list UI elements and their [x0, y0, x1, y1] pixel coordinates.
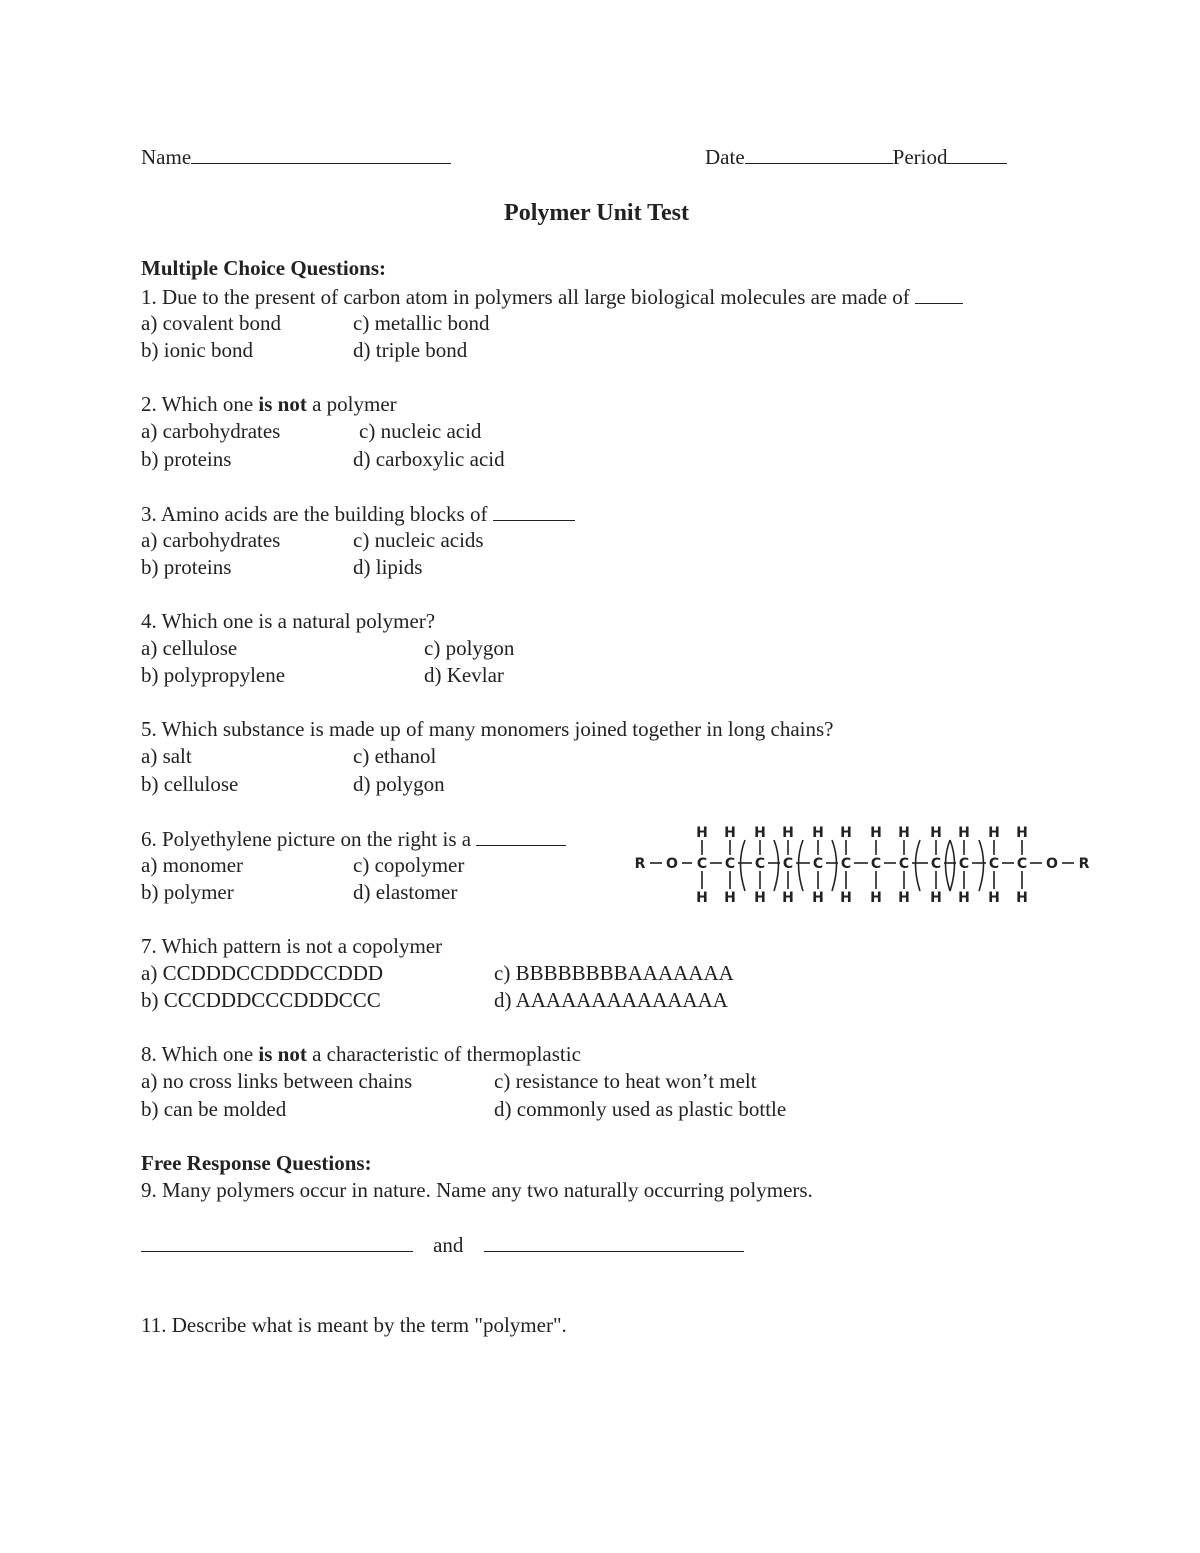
question-number: 2. — [141, 392, 157, 416]
hydrogen-atom-bottom: H — [696, 890, 708, 905]
question-text: Due to the present of carbon atom in polymers all large biological molecules are made of — [162, 285, 910, 309]
hydrogen-atom-top: H — [930, 825, 942, 841]
end-group-r-left: R — [634, 856, 646, 872]
option-d[interactable]: d) elastomer — [353, 880, 458, 904]
answer-blank-1[interactable] — [141, 1231, 413, 1252]
hydrogen-atom-top: H — [1016, 825, 1028, 841]
oxygen-atom-left: O — [666, 856, 678, 872]
option-c[interactable]: c) resistance to heat won’t melt — [494, 1069, 757, 1093]
hydrogen-atom-bottom: H — [840, 890, 852, 905]
carbon-atom: C — [840, 856, 852, 872]
carbon-atom: C — [988, 856, 1000, 872]
question-6 — [141, 825, 566, 853]
carbon-atom: C — [754, 856, 766, 872]
question-text: Describe what is meant by the term "polymer". — [171, 1313, 567, 1337]
period-blank[interactable] — [947, 143, 1007, 164]
repeat-bracket-right — [950, 840, 955, 891]
name-blank[interactable] — [191, 143, 451, 164]
option-b[interactable]: b) cellulose — [141, 772, 239, 796]
question-text: Which pattern is not a copolymer — [161, 934, 443, 958]
question-text: Which one is a natural polymer? — [161, 609, 436, 633]
carbon-atom: C — [1016, 856, 1028, 872]
option-c[interactable]: c) BBBBBBBBAAAAAAA — [494, 961, 734, 985]
question-9 — [141, 1177, 813, 1204]
date-label: Date — [705, 145, 745, 169]
option-b[interactable]: b) can be molded — [141, 1097, 287, 1121]
question-2 — [141, 391, 397, 418]
option-b[interactable]: b) polypropylene — [141, 663, 286, 687]
hydrogen-atom-top: H — [958, 825, 970, 841]
question-text-bold: is not — [258, 1042, 307, 1066]
hydrogen-atom-top: H — [898, 825, 910, 841]
option-c[interactable]: c) nucleic acid — [359, 419, 482, 443]
question-text-pre: Which one — [161, 392, 259, 416]
hydrogen-atom-bottom: H — [870, 890, 882, 905]
option-d[interactable]: d) polygon — [353, 772, 445, 796]
question-4 — [141, 608, 435, 635]
question-text: Polyethylene picture on the right is a — [162, 827, 472, 851]
option-c[interactable]: c) ethanol — [353, 744, 437, 768]
repeat-bracket-left — [799, 840, 804, 891]
option-c[interactable]: c) nucleic acids — [353, 528, 484, 552]
carbon-atom: C — [812, 856, 824, 872]
repeat-bracket-left — [916, 840, 921, 891]
hydrogen-atom-top: H — [724, 825, 736, 841]
answer-blank[interactable] — [915, 283, 963, 304]
carbon-atom: C — [870, 856, 882, 872]
option-d[interactable]: d) commonly used as plastic bottle — [494, 1097, 787, 1121]
option-a[interactable]: a) no cross links between chains — [141, 1069, 413, 1093]
period-label: Period — [892, 145, 948, 169]
question-number: 1. — [141, 285, 157, 309]
hydrogen-atom-top: H — [870, 825, 882, 841]
option-d[interactable]: d) carboxylic acid — [353, 447, 505, 471]
hydrogen-atom-bottom: H — [898, 890, 910, 905]
option-b[interactable]: b) polymer — [141, 880, 234, 904]
question-number: 3. — [141, 502, 157, 526]
option-b[interactable]: b) ionic bond — [141, 338, 253, 362]
option-d[interactable]: d) lipids — [353, 555, 423, 579]
oxygen-atom-right: O — [1046, 856, 1058, 872]
question-number: 4. — [141, 609, 157, 633]
option-a[interactable]: a) CCDDDCCDDDCCDDD — [141, 961, 384, 985]
option-a[interactable]: a) carbohydrates — [141, 528, 281, 552]
repeat-bracket-right — [979, 840, 984, 891]
answer-blank[interactable] — [493, 500, 575, 521]
option-d[interactable]: d) AAAAAAAAAAAAAA — [494, 988, 728, 1012]
mc-heading: Multiple Choice Questions: — [141, 256, 386, 280]
answer-blank-2[interactable] — [484, 1231, 744, 1252]
name-field — [141, 143, 451, 171]
polyethylene-structure-diagram — [630, 815, 1090, 905]
carbon-atom: C — [724, 856, 736, 872]
option-a[interactable]: a) carbohydrates — [141, 419, 281, 443]
hydrogen-atom-top: H — [782, 825, 794, 841]
date-period-field — [705, 143, 1007, 171]
option-c[interactable]: c) metallic bond — [353, 311, 490, 335]
question-text: Amino acids are the building blocks of — [160, 502, 488, 526]
question-7 — [141, 933, 442, 960]
hydrogen-atom-bottom: H — [988, 890, 1000, 905]
repeat-bracket-right — [832, 840, 837, 891]
question-1 — [141, 283, 963, 311]
option-b[interactable]: b) proteins — [141, 555, 232, 579]
question-8 — [141, 1041, 581, 1068]
hydrogen-atom-bottom: H — [754, 890, 766, 905]
question-text: Which substance is made up of many monomers joined together in long chains? — [161, 717, 834, 741]
question-number: 7. — [141, 934, 157, 958]
hydrogen-atom-top: H — [754, 825, 766, 841]
hydrogen-atom-bottom: H — [782, 890, 794, 905]
carbon-atom: C — [782, 856, 794, 872]
hydrogen-atom-top: H — [812, 825, 824, 841]
hydrogen-atom-top: H — [988, 825, 1000, 841]
question-text-post: a polymer — [306, 392, 397, 416]
question-text-post: a characteristic of thermoplastic — [306, 1042, 581, 1066]
name-label: Name — [141, 145, 192, 169]
hydrogen-atom-top: H — [696, 825, 708, 841]
and-label: and — [433, 1233, 464, 1257]
question-5 — [141, 716, 833, 743]
fr-heading: Free Response Questions: — [141, 1151, 372, 1175]
page-title: Polymer Unit Test — [504, 200, 689, 226]
question-number: 11. — [141, 1313, 167, 1337]
option-b[interactable]: b) proteins — [141, 447, 232, 471]
carbon-atom: C — [958, 856, 970, 872]
carbon-atom: C — [696, 856, 708, 872]
hydrogen-atom-bottom: H — [958, 890, 970, 905]
question-number: 8. — [141, 1042, 157, 1066]
option-a[interactable]: a) cellulose — [141, 636, 238, 660]
carbon-atom: C — [930, 856, 942, 872]
repeat-bracket-left — [741, 840, 746, 891]
end-group-r-right: R — [1078, 856, 1090, 872]
question-number: 6. — [141, 827, 157, 851]
option-a[interactable]: a) covalent bond — [141, 311, 281, 335]
hydrogen-atom-top: H — [840, 825, 852, 841]
option-b[interactable]: b) CCCDDDCCCDDDCCC — [141, 988, 381, 1012]
option-a[interactable]: a) salt — [141, 744, 192, 768]
option-d[interactable]: d) triple bond — [353, 338, 468, 362]
question-number: 9. — [141, 1178, 157, 1202]
hydrogen-atom-bottom: H — [930, 890, 942, 905]
option-d[interactable]: d) Kevlar — [424, 663, 504, 687]
question-text: Many polymers occur in nature. Name any two naturally occurring polymers. — [162, 1178, 813, 1202]
hydrogen-atom-bottom: H — [1016, 890, 1028, 905]
date-blank[interactable] — [745, 143, 893, 164]
carbon-atom: C — [898, 856, 910, 872]
repeat-bracket-left — [946, 840, 951, 891]
repeat-bracket-right — [774, 840, 779, 891]
question-text-bold: is not — [258, 392, 307, 416]
hydrogen-atom-bottom: H — [812, 890, 824, 905]
question-text-pre: Which one — [161, 1042, 259, 1066]
option-c[interactable]: c) polygon — [424, 636, 515, 660]
answer-blank[interactable] — [476, 825, 566, 846]
question-11 — [141, 1312, 567, 1339]
question-number: 5. — [141, 717, 157, 741]
hydrogen-atom-bottom: H — [724, 890, 736, 905]
answer-line-row — [141, 1231, 744, 1259]
question-3 — [141, 500, 575, 528]
option-c[interactable]: c) copolymer — [353, 853, 465, 877]
option-a[interactable]: a) monomer — [141, 853, 244, 877]
